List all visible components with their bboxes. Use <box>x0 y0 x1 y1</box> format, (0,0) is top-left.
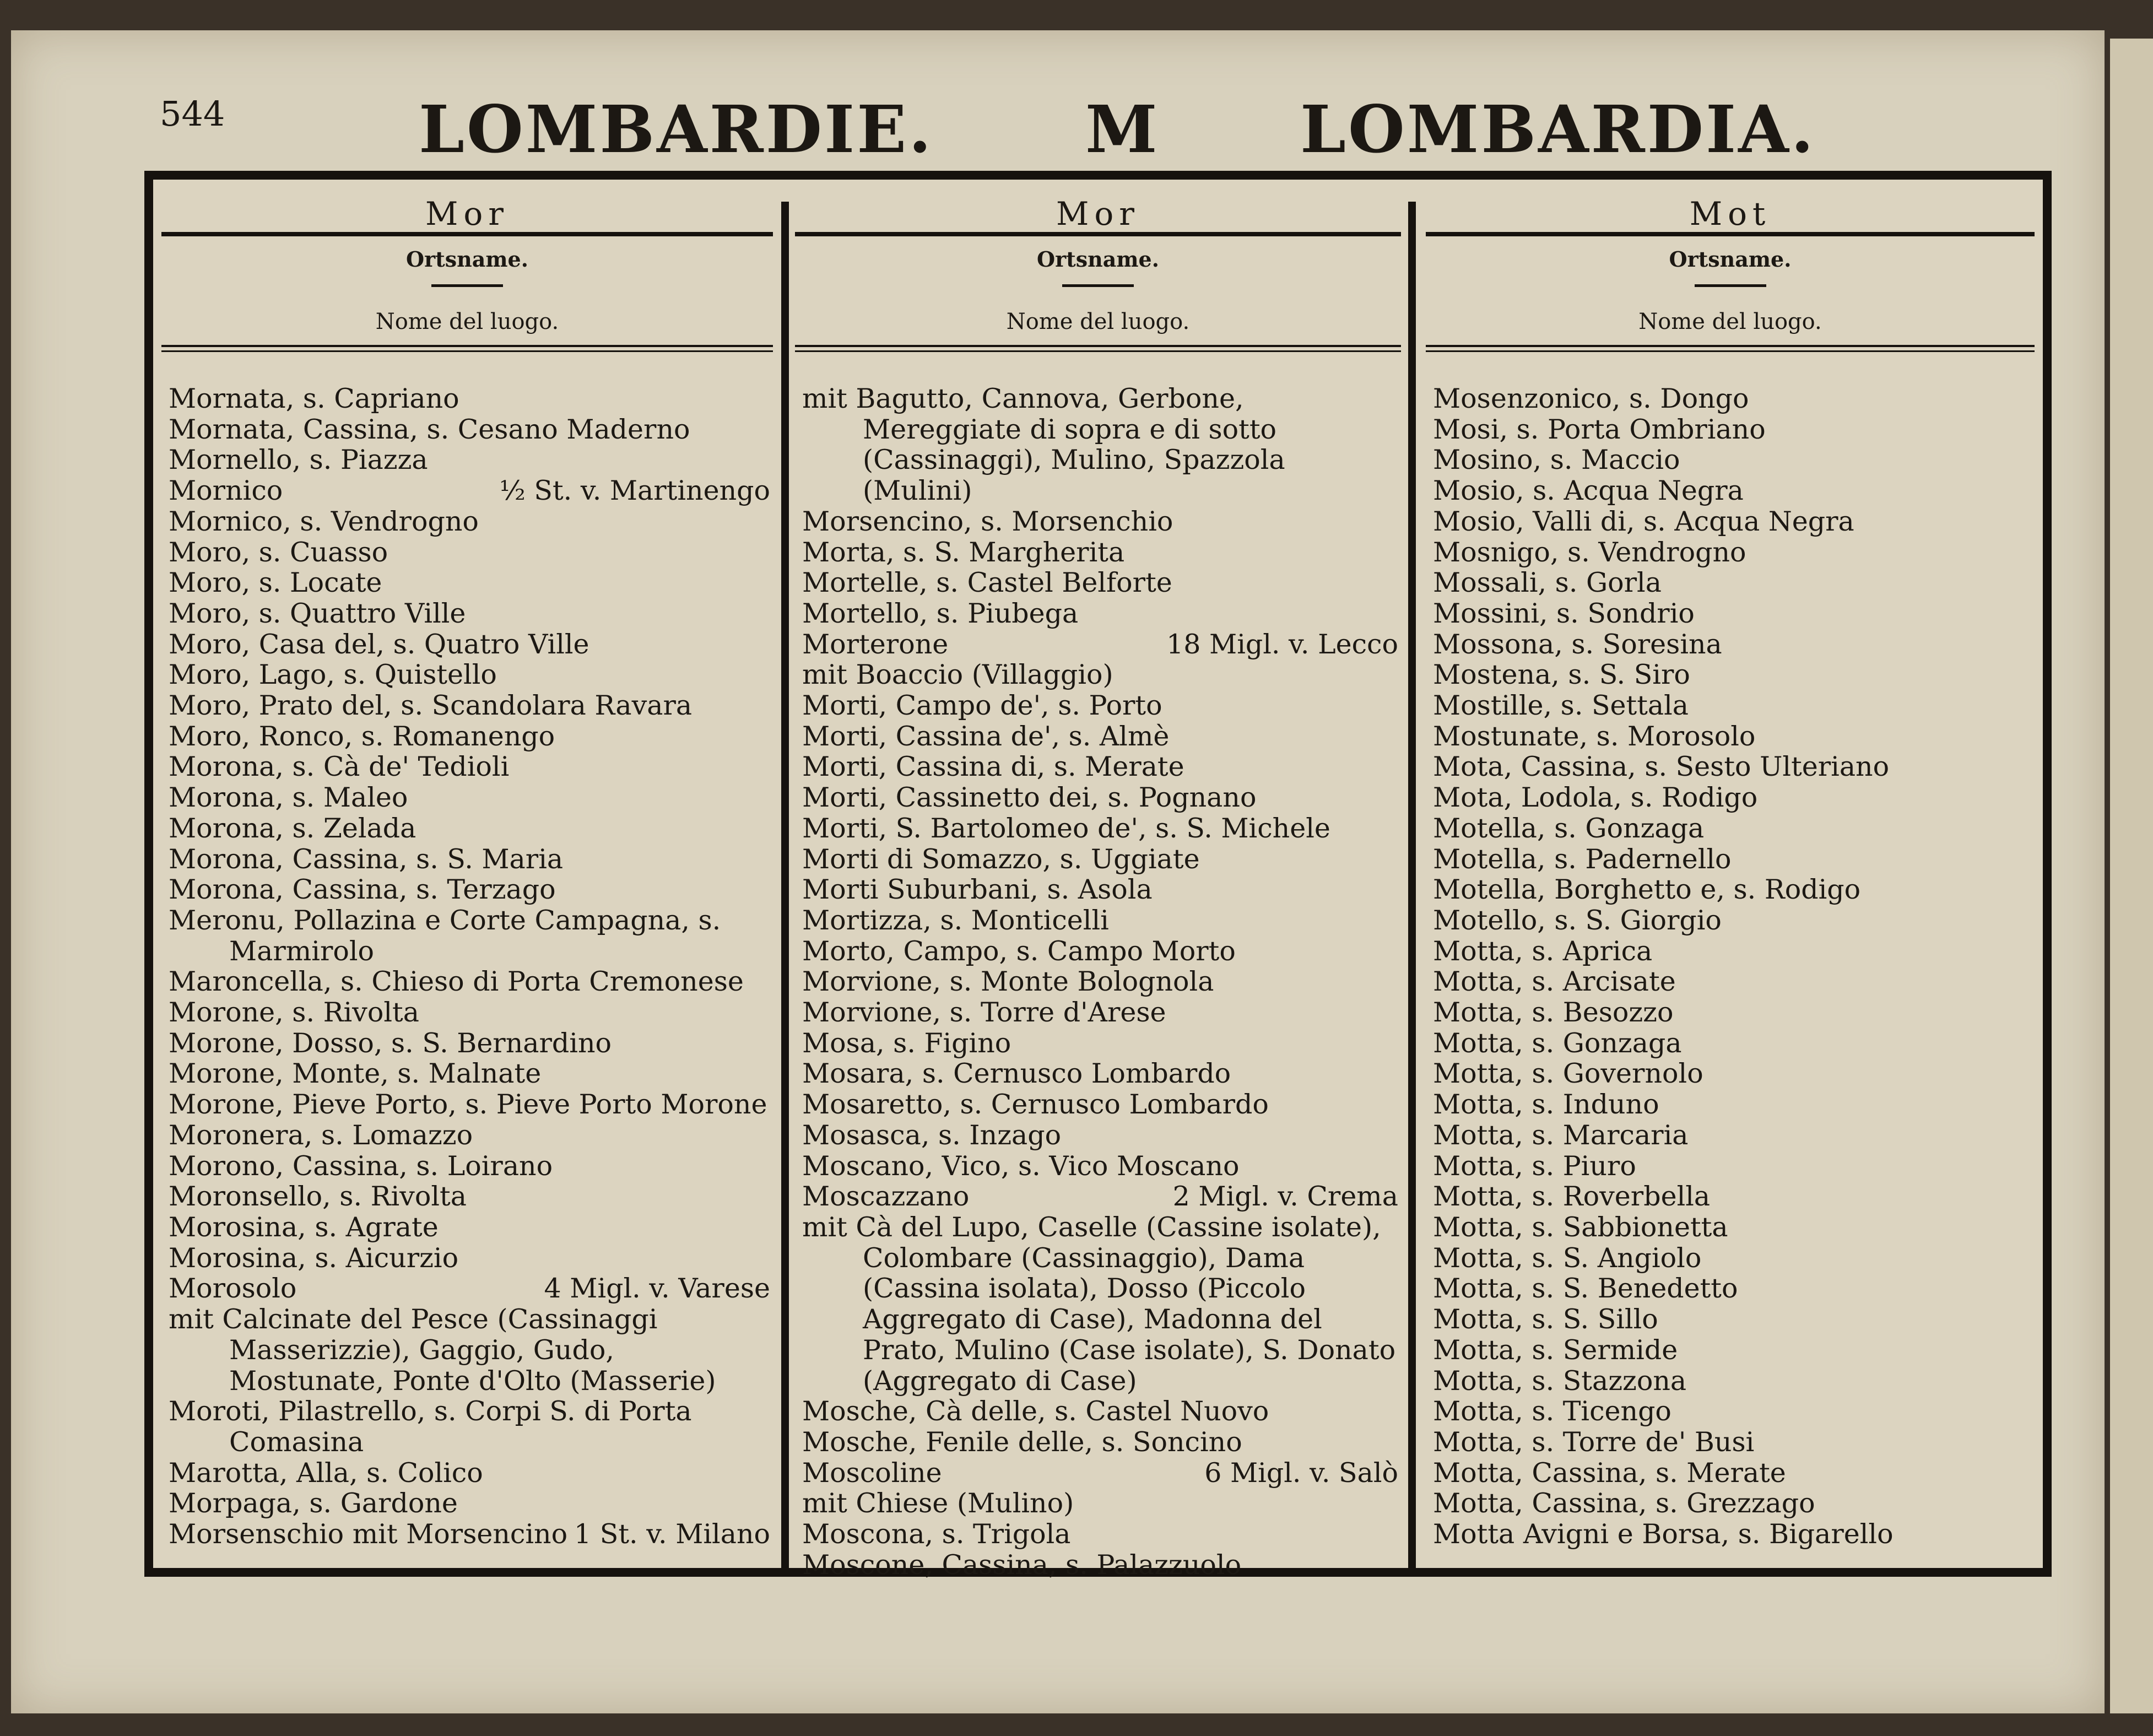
gazetteer-entry: Mornata, s. Capriano <box>169 383 459 414</box>
column-divider <box>1408 202 1416 1568</box>
gazetteer-entry: Mostille, s. Settala <box>1433 690 1689 721</box>
gazetteer-entry: Mosa, s. Figino <box>802 1027 1011 1059</box>
gazetteer-entry: Mornata, Cassina, s. Cesano Maderno <box>169 414 690 445</box>
column-abbr: Mor <box>425 195 510 232</box>
gazetteer-entry: Motta, s. Aprica <box>1433 935 1653 967</box>
ortsname-label: Ortsname. <box>1037 247 1159 272</box>
gazetteer-entry: Mosasca, s. Inzago <box>802 1120 1062 1151</box>
gazetteer-entry: Morsenschio mit Morsencino 1 St. v. Milano <box>169 1519 770 1550</box>
ortsname-label: Ortsname. <box>406 247 528 272</box>
gazetteer-entry: Morone, Pieve Porto, s. Pieve Porto Morone <box>169 1089 767 1120</box>
divider <box>1426 345 2035 352</box>
gazetteer-entry: Moro, Ronco, s. Romanengo <box>169 721 555 752</box>
gazetteer-entry: Motta, s. Ticengo <box>1433 1396 1671 1427</box>
gazetteer-entry: Morti, Cassinetto dei, s. Pognano <box>802 782 1257 813</box>
gazetteer-entry: Motta, s. Induno <box>1433 1089 1659 1120</box>
gazetteer-entry: Mossali, s. Gorla <box>1433 567 1662 598</box>
gazetteer-entry: Motta, s. Piuro <box>1433 1150 1636 1182</box>
gazetteer-entry: Mosnigo, s. Vendrogno <box>1433 537 1746 568</box>
gazetteer-entry: Morti, Cassina de', s. Almè <box>802 721 1170 752</box>
gazetteer-entry: Morti, Campo de', s. Porto <box>802 690 1162 721</box>
gazetteer-entry: Motta, s. Governolo <box>1433 1058 1703 1090</box>
gazetteer-entry: Mortelle, s. Castel Belforte <box>802 567 1172 598</box>
gazetteer-entry: mit Calcinate del Pesce (Cassinaggi Masserizzie), Gaggio, Gudo, Mostunate, Ponte d'Olto (Masserie) <box>169 1304 716 1397</box>
gazetteer-entry: Mosio, Valli di, s. Acqua Negra <box>1433 506 1854 537</box>
gazetteer-entry: Morone, Monte, s. Malnate <box>169 1058 542 1090</box>
column-2 <box>787 180 1409 1581</box>
gazetteer-entry: Morone, Dosso, s. S. Bernardino <box>169 1027 612 1059</box>
gazetteer-entry: Morosina, s. Agrate <box>169 1212 439 1243</box>
gazetteer-entry: Mosara, s. Cernusco Lombardo <box>802 1058 1231 1090</box>
gazetteer-entry: Motta, s. Roverbella <box>1433 1181 1711 1212</box>
gazetteer-entry: Mossini, s. Sondrio <box>1433 598 1695 629</box>
gazetteer-entry: Morsencino, s. Morsenchio <box>802 506 1173 537</box>
divider <box>1695 284 1766 287</box>
gazetteer-entry: Moscazzano 2 Migl. v. Crema <box>802 1181 1398 1212</box>
gazetteer-entry: Motta, s. Gonzaga <box>1433 1027 1682 1059</box>
column-1 <box>153 180 781 1568</box>
gazetteer-entry: Motta, Cassina, s. Merate <box>1433 1457 1786 1489</box>
column-3 <box>1418 180 2043 1568</box>
gazetteer-entry: Morone, s. Rivolta <box>169 997 419 1028</box>
gazetteer-entry: Moscoline 6 Migl. v. Salò <box>802 1457 1398 1489</box>
gazetteer-entry: Mostena, s. S. Siro <box>1433 659 1690 691</box>
gazetteer-entry: Mota, Lodola, s. Rodigo <box>1433 782 1758 813</box>
gazetteer-entry: Moro, Lago, s. Quistello <box>169 659 497 691</box>
gazetteer-entry: Motta, s. Stazzona <box>1433 1365 1687 1397</box>
column-header <box>1418 180 2043 359</box>
gazetteer-entry: Mortizza, s. Monticelli <box>802 905 1109 936</box>
entry-list <box>1433 383 2032 1550</box>
gazetteer-entry: Mostunate, s. Morosolo <box>1433 721 1756 752</box>
gazetteer-entry: Motta, s. S. Sillo <box>1433 1304 1658 1335</box>
divider <box>431 284 503 287</box>
gazetteer-entry: Marotta, Alla, s. Colico <box>169 1457 483 1489</box>
divider <box>1062 284 1134 287</box>
divider <box>161 232 773 236</box>
gazetteer-entry: Morti Suburbani, s. Asola <box>802 874 1153 905</box>
gazetteer-entry: Motella, Borghetto e, s. Rodigo <box>1433 874 1861 905</box>
gazetteer-entry: Mornico ½ St. v. Martinengo <box>169 475 770 506</box>
gazetteer-entry: Moro, s. Quattro Ville <box>169 598 466 629</box>
gazetteer-entry: Mossona, s. Soresina <box>1433 629 1722 660</box>
gazetteer-entry: Maroncella, s. Chieso di Porta Cremonese <box>169 966 744 998</box>
header-right: LOMBARDIA. <box>1300 91 1816 167</box>
ortsname-label: Ortsname. <box>1669 247 1792 272</box>
gazetteer-entry: Morona, Cassina, s. Terzago <box>169 874 556 905</box>
gazetteer-entry: Moscona, s. Trigola <box>802 1519 1071 1550</box>
gazetteer-entry: Mota, Cassina, s. Sesto Ulteriano <box>1433 751 1890 783</box>
entry-list <box>169 383 770 1550</box>
gazetteer-entry: Mosino, s. Maccio <box>1433 445 1680 476</box>
page-number: 544 <box>160 94 225 134</box>
gazetteer-entry: Moro, Prato del, s. Scandolara Ravara <box>169 690 693 721</box>
gazetteer-entry: mit Boaccio (Villaggio) <box>802 659 1113 691</box>
header-left: LOMBARDIE. <box>419 91 934 167</box>
gazetteer-entry: Morti, Cassina di, s. Merate <box>802 751 1184 783</box>
gazetteer-entry: Motello, s. S. Giorgio <box>1433 905 1722 936</box>
column-abbr: Mor <box>1056 195 1140 232</box>
column-header <box>787 180 1409 359</box>
gazetteer-entry: Morta, s. S. Margherita <box>802 537 1125 568</box>
gazetteer-table <box>144 171 2052 1581</box>
header-middle: M <box>1085 91 1160 167</box>
column-header <box>153 180 781 359</box>
divider <box>795 232 1401 236</box>
gazetteer-entry: Moscone, Cassina, s. Palazzuolo <box>802 1549 1242 1581</box>
gazetteer-entry: Motta, s. Torre de' Busi <box>1433 1426 1755 1458</box>
gazetteer-entry: Morti, S. Bartolomeo de', s. S. Michele <box>802 813 1330 844</box>
gazetteer-entry: Mosche, Cà delle, s. Castel Nuovo <box>802 1396 1269 1427</box>
gazetteer-entry: Morvione, s. Torre d'Arese <box>802 997 1166 1028</box>
divider <box>161 345 773 352</box>
gazetteer-entry: Mosi, s. Porta Ombriano <box>1433 414 1766 445</box>
gazetteer-entry: Motella, s. Padernello <box>1433 843 1732 875</box>
gazetteer-entry: Moroti, Pilastrello, s. Corpi S. di Porta Comasina <box>169 1396 692 1458</box>
gazetteer-entry: Motta, s. Arcisate <box>1433 966 1676 998</box>
gazetteer-entry: Motta Avigni e Borsa, s. Bigarello <box>1433 1519 1894 1550</box>
gazetteer-entry: Moscano, Vico, s. Vico Moscano <box>802 1150 1240 1182</box>
gazetteer-entry: Morono, Cassina, s. Loirano <box>169 1150 553 1182</box>
gazetteer-entry: mit Bagutto, Cannova, Gerbone, Mereggiate di sopra e di sotto (Cassinaggi), Mulino, Spazzola (Mulini) <box>802 383 1285 506</box>
column-abbr: Mot <box>1689 195 1771 232</box>
gazetteer-entry: Moro, s. Cuasso <box>169 537 388 568</box>
gazetteer-entry: Motella, s. Gonzaga <box>1433 813 1705 844</box>
gazetteer-entry: Motta, s. Besozzo <box>1433 997 1674 1028</box>
gazetteer-entry: Meronu, Pollazina e Corte Campagna, s. Marmirolo <box>169 905 721 967</box>
gazetteer-entry: Motta, s. Marcaria <box>1433 1120 1689 1151</box>
gazetteer-entry: Morona, s. Maleo <box>169 782 408 813</box>
gazetteer-entry: Morona, s. Zelada <box>169 813 416 844</box>
entry-list <box>802 383 1398 1580</box>
gazetteer-entry: Motta, s. S. Angiolo <box>1433 1242 1702 1274</box>
gazetteer-entry: Mornello, s. Piazza <box>169 445 428 476</box>
gazetteer-entry: Morosolo 4 Migl. v. Varese <box>169 1273 770 1305</box>
gazetteer-entry: Morona, Cassina, s. S. Maria <box>169 843 564 875</box>
gazetteer-entry: Moronera, s. Lomazzo <box>169 1120 473 1151</box>
gazetteer-entry: Mosaretto, s. Cernusco Lombardo <box>802 1089 1269 1120</box>
divider <box>1426 232 2035 236</box>
gazetteer-entry: Morto, Campo, s. Campo Morto <box>802 935 1236 967</box>
gazetteer-entry: Mosenzonico, s. Dongo <box>1433 383 1749 414</box>
divider <box>795 345 1401 352</box>
gazetteer-entry: Motta, s. S. Benedetto <box>1433 1273 1738 1305</box>
gazetteer-entry: Motta, Cassina, s. Grezzago <box>1433 1488 1815 1519</box>
gazetteer-entry: Morterone 18 Migl. v. Lecco <box>802 629 1398 660</box>
gazetteer-entry: mit Cà del Lupo, Caselle (Cassine isolate), Colombare (Cassinaggio), Dama (Cassina isolata), Dosso (Piccolo Aggregato di Case), Madonna del Prato, Mulino (Case isolate), S. Donato (Aggregato di Case) <box>802 1212 1396 1397</box>
gazetteer-entry: Morosina, s. Aicurzio <box>169 1242 459 1274</box>
gazetteer-entry: Moro, Casa del, s. Quatro Ville <box>169 629 589 660</box>
gazetteer-entry: Mosio, s. Acqua Negra <box>1433 475 1744 506</box>
gazetteer-entry: Moronsello, s. Rivolta <box>169 1181 467 1212</box>
gazetteer-entry: Moro, s. Locate <box>169 567 382 598</box>
gazetteer-entry: mit Chiese (Mulino) <box>802 1488 1074 1519</box>
gazetteer-entry: Morvione, s. Monte Bolognola <box>802 966 1214 998</box>
nome-label: Nome del luogo. <box>1638 309 1822 334</box>
gazetteer-entry: Mosche, Fenile delle, s. Soncino <box>802 1426 1242 1458</box>
facing-page-edge <box>2110 39 2153 1713</box>
gazetteer-entry: Motta, s. Sabbionetta <box>1433 1212 1728 1243</box>
nome-label: Nome del luogo. <box>375 309 559 334</box>
gazetteer-entry: Morona, s. Cà de' Tedioli <box>169 751 510 783</box>
gazetteer-entry: Morti di Somazzo, s. Uggiate <box>802 843 1200 875</box>
gazetteer-entry: Morpaga, s. Gardone <box>169 1488 458 1519</box>
gazetteer-entry: Mortello, s. Piubega <box>802 598 1079 629</box>
gazetteer-entry: Mornico, s. Vendrogno <box>169 506 479 537</box>
nome-label: Nome del luogo. <box>1006 309 1190 334</box>
gazetteer-entry: Motta, s. Sermide <box>1433 1334 1678 1366</box>
